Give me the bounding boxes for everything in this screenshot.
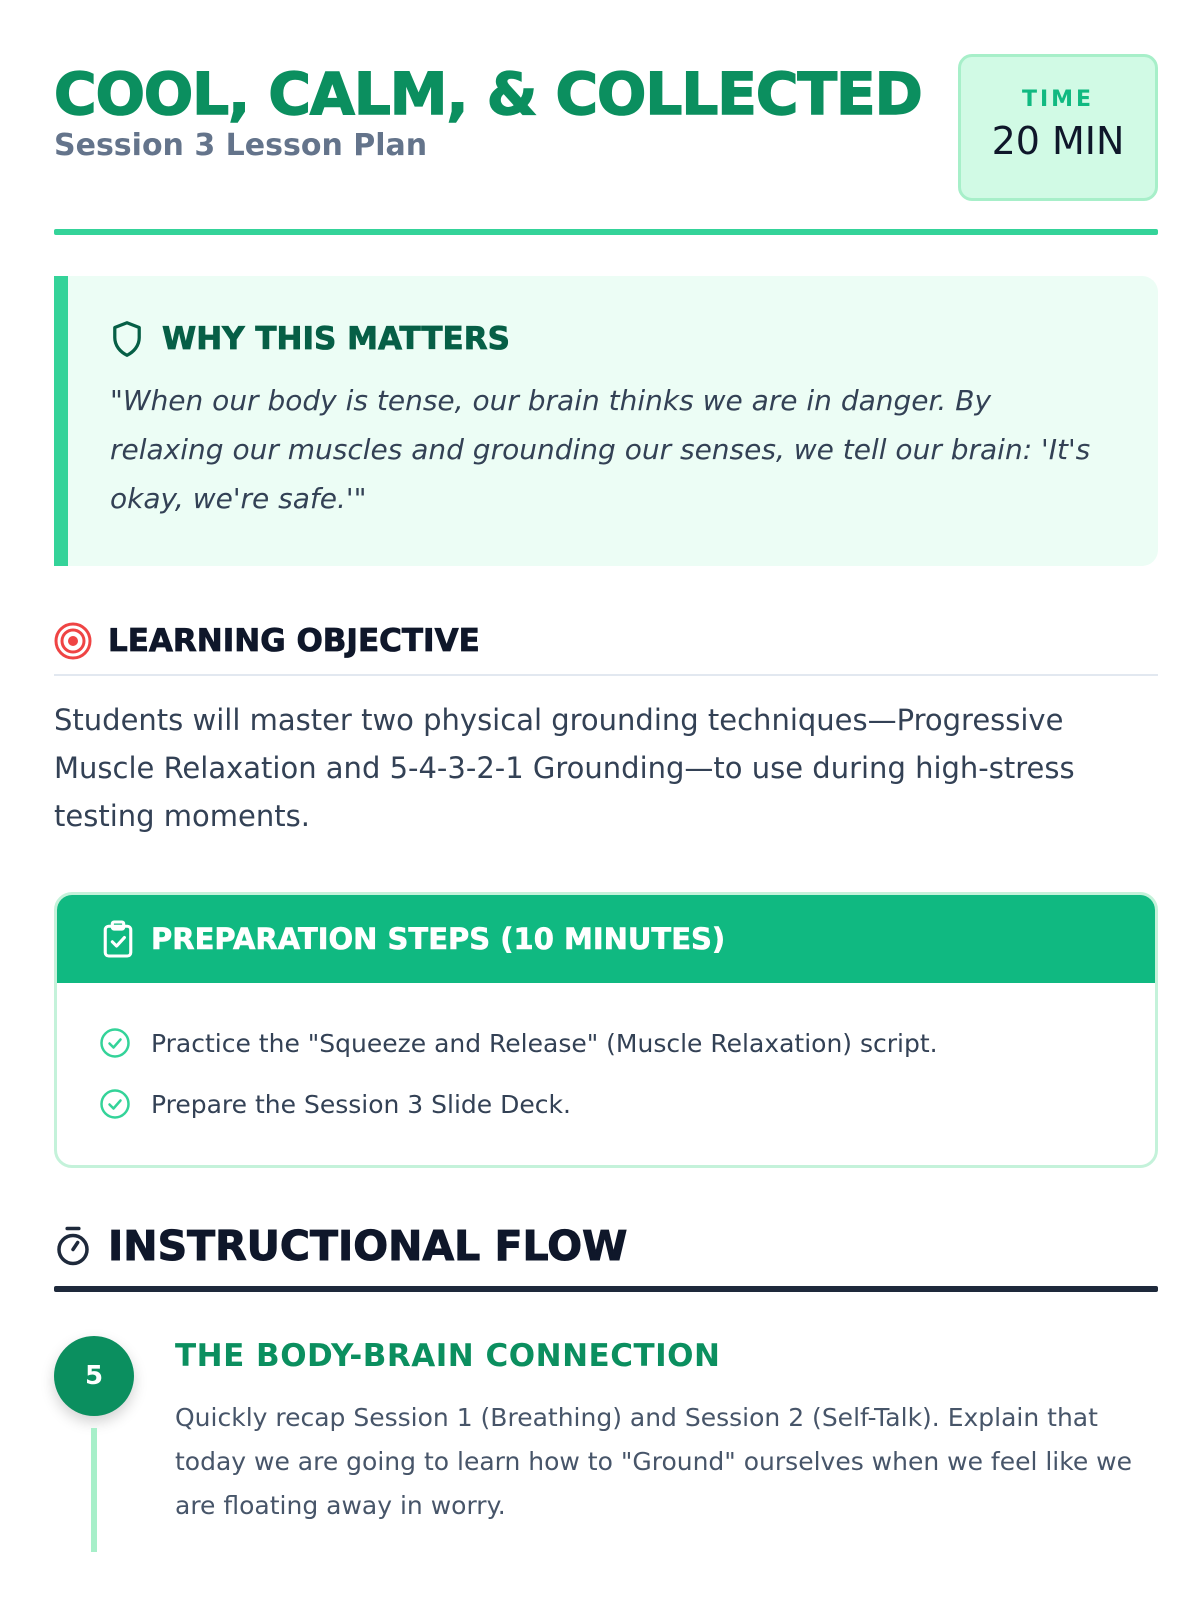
flow-divider xyxy=(54,1286,1158,1292)
why-this-matters-card xyxy=(54,276,1158,566)
why-heading xyxy=(110,320,510,358)
step-title: THE BODY-BRAIN CONNECTION xyxy=(175,1338,721,1374)
time-value: 20 MIN xyxy=(991,119,1125,163)
flow-title: INSTRUCTIONAL FLOW xyxy=(108,1222,628,1270)
check-circle-icon xyxy=(99,1088,131,1120)
list-item-text: Practice the "Squeeze and Release" (Muscle Relaxation) script. xyxy=(151,1028,938,1058)
header xyxy=(54,54,1158,204)
check-circle-icon xyxy=(99,1027,131,1059)
step-number-badge: 5 xyxy=(54,1336,134,1416)
preparation-title: PREPARATION STEPS (10 MINUTES) xyxy=(151,922,726,956)
flow-heading xyxy=(54,1222,627,1270)
page-title: COOL, CALM, & COLLECTED xyxy=(54,60,922,128)
page-subtitle: Session 3 Lesson Plan xyxy=(54,128,428,163)
why-quote: "When our body is tense, our brain thinks we are in danger. By relaxing our muscles and grounding our senses, we tell our brain: 'It's okay, we're safe.'" xyxy=(110,384,1091,515)
step-timeline-line xyxy=(91,1428,97,1552)
preparation-list xyxy=(99,1023,938,1145)
timer-icon xyxy=(54,1225,92,1267)
preparation-card xyxy=(54,892,1158,1168)
objective-text: Students will master two physical grounding techniques—Progressive Muscle Relaxation and 5-4-3-2-1 Grounding—to use during high-stress testing moments. xyxy=(54,703,1075,833)
list-item xyxy=(99,1023,938,1063)
why-title: WHY THIS MATTERS xyxy=(162,321,510,357)
list-item xyxy=(99,1084,938,1124)
objective-divider xyxy=(54,674,1158,676)
list-item-text: Prepare the Session 3 Slide Deck. xyxy=(151,1089,571,1119)
time-badge xyxy=(958,54,1158,201)
clipboard-check-icon xyxy=(101,919,135,959)
step-description: Quickly recap Session 1 (Breathing) and Session 2 (Self-Talk). Explain that today we are going to learn how to "Ground" ourselves when we feel like we are floating away in worry. xyxy=(175,1403,1132,1520)
shield-icon xyxy=(110,320,144,358)
objective-title: LEARNING OBJECTIVE xyxy=(108,623,480,659)
target-icon xyxy=(54,622,92,660)
objective-heading xyxy=(54,622,480,660)
header-divider xyxy=(54,229,1158,235)
preparation-heading xyxy=(101,919,725,959)
time-label: TIME xyxy=(1021,87,1095,112)
